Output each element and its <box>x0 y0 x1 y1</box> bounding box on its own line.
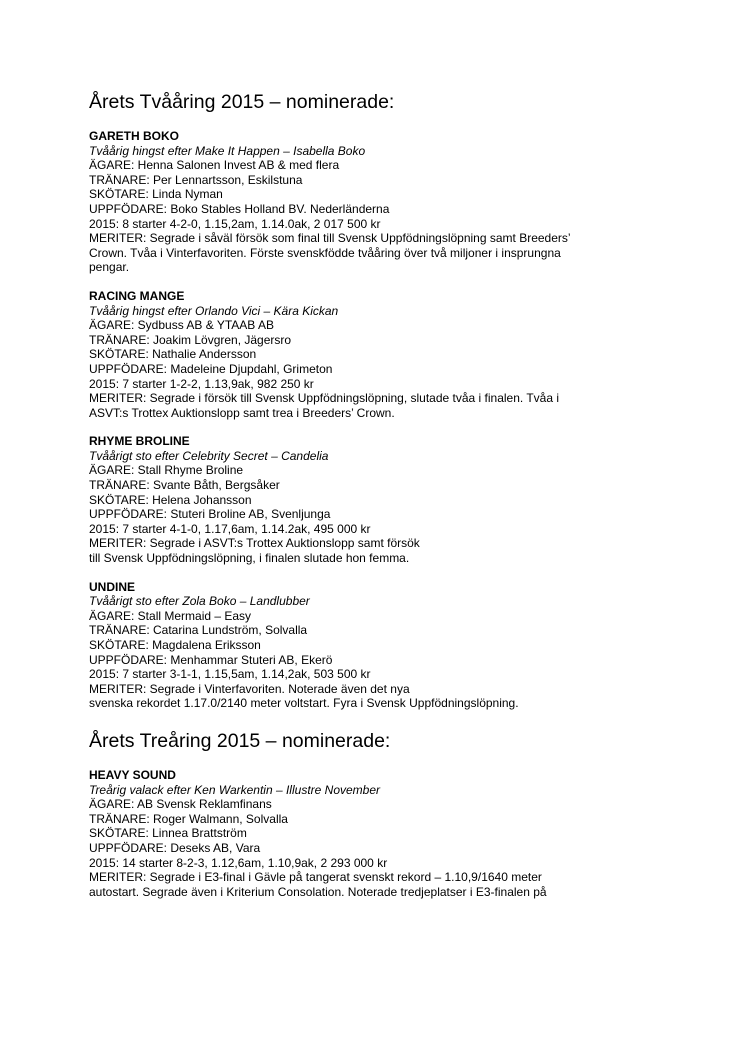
owner-line: ÄGARE: Stall Rhyme Broline <box>89 463 244 478</box>
horse-description: Tvåårig hingst efter Make It Happen – Isabella Boko <box>89 143 366 158</box>
nominee-entry <box>89 289 689 420</box>
owner-line: ÄGARE: Henna Salonen Invest AB & med flera <box>89 158 340 173</box>
merits-line: MERITER: Segrade i E3-final i Gävle på tangerat svenskt rekord – 1.10,9/1640 meter <box>89 870 542 885</box>
merits-line: MERITER: Segrade i Vinterfavoriten. Noterade även det nya <box>89 681 410 696</box>
horse-name: UNDINE <box>89 579 136 594</box>
owner-line: ÄGARE: AB Svensk Reklamfinans <box>89 797 272 812</box>
trainer-line: TRÄNARE: Catarina Lundström, Solvalla <box>89 623 308 638</box>
nominee-entry <box>89 434 689 565</box>
merits-line: autostart. Segrade även i Kriterium Consolation. Noterade tredjeplatser i E3-finalen på <box>89 884 547 899</box>
merits-line: till Svensk Uppfödningslöpning, i finalen slutade hon femma. <box>89 551 410 566</box>
owner-line: ÄGARE: Sydbuss AB & YTAAB AB <box>89 318 274 333</box>
horse-name: RACING MANGE <box>89 288 185 303</box>
breeder-line: UPPFÖDARE: Boko Stables Holland BV. Nederländerna <box>89 201 390 216</box>
merits-line: MERITER: Segrade i försök till Svensk Uppfödningslöpning, slutade tvåa i finalen. Tvåa i <box>89 391 560 406</box>
trainer-line: TRÄNARE: Svante Båth, Bergsåker <box>89 478 280 493</box>
horse-description: Tvåårigt sto efter Zola Boko – Landlubber <box>89 594 310 609</box>
stats-line: 2015: 8 starter 4-2-0, 1.15,2am, 1.14.0ak, 2 017 500 kr <box>89 216 381 231</box>
stats-line: 2015: 7 starter 1-2-2, 1.13,9ak, 982 250 kr <box>89 376 314 391</box>
horse-description: Tvåårigt sto efter Celebrity Secret – Candelia <box>89 448 329 463</box>
groom-line: SKÖTARE: Linnea Brattström <box>89 826 247 841</box>
stats-line: 2015: 7 starter 4-1-0, 1.17,6am, 1.14.2ak, 495 000 kr <box>89 521 371 536</box>
owner-line: ÄGARE: Stall Mermaid – Easy <box>89 608 252 623</box>
horse-description: Treårig valack efter Ken Warkentin – Illustre November <box>89 782 381 797</box>
breeder-line: UPPFÖDARE: Deseks AB, Vara <box>89 840 261 855</box>
merits-line: ASVT:s Trottex Auktionslopp samt trea i Breeders’ Crown. <box>89 405 395 420</box>
groom-line: SKÖTARE: Linda Nyman <box>89 187 223 202</box>
stats-line: 2015: 7 starter 3-1-1, 1.15,5am, 1.14,2ak, 503 500 kr <box>89 667 371 682</box>
merits-line: MERITER: Segrade i såväl försök som final till Svensk Uppfödningslöpning samt Breeders’ <box>89 231 571 246</box>
stats-line: 2015: 14 starter 8-2-3, 1.12,6am, 1.10,9ak, 2 293 000 kr <box>89 855 388 870</box>
merits-line: pengar. <box>89 260 130 275</box>
breeder-line: UPPFÖDARE: Menhammar Stuteri AB, Ekerö <box>89 652 333 667</box>
trainer-line: TRÄNARE: Roger Walmann, Solvalla <box>89 811 288 826</box>
breeder-line: UPPFÖDARE: Madeleine Djupdahl, Grimeton <box>89 361 333 376</box>
document-page <box>89 90 689 913</box>
nominee-entry <box>89 768 689 899</box>
merits-line: MERITER: Segrade i ASVT:s Trottex Auktionslopp samt försök <box>89 536 420 551</box>
horse-name: RHYME BROLINE <box>89 434 190 449</box>
section-heading-two-year-olds: Årets Tvååring 2015 – nominerade: <box>89 91 395 113</box>
horse-name: HEAVY SOUND <box>89 767 176 782</box>
nominee-entry <box>89 580 689 711</box>
trainer-line: TRÄNARE: Per Lennartsson, Eskilstuna <box>89 172 303 187</box>
trainer-line: TRÄNARE: Joakim Lövgren, Jägersro <box>89 332 292 347</box>
merits-line: svenska rekordet 1.17.0/2140 meter voltstart. Fyra i Svensk Uppfödningslöpning. <box>89 696 519 711</box>
section-heading-three-year-olds: Årets Treåring 2015 – nominerade: <box>89 729 391 752</box>
horse-description: Tvåårig hingst efter Orlando Vici – Kära Kickan <box>89 303 339 318</box>
groom-line: SKÖTARE: Magdalena Eriksson <box>89 638 261 652</box>
breeder-line: UPPFÖDARE: Stuteri Broline AB, Svenljunga <box>89 507 331 522</box>
groom-line: SKÖTARE: Helena Johansson <box>89 492 252 507</box>
horse-name: GARETH BOKO <box>89 129 179 143</box>
merits-line: Crown. Tvåa i Vinterfavoriten. Förste svenskfödde tvååring över två miljoner i insprungna <box>89 245 561 260</box>
nominee-entry <box>89 129 689 275</box>
groom-line: SKÖTARE: Nathalie Andersson <box>89 347 257 362</box>
